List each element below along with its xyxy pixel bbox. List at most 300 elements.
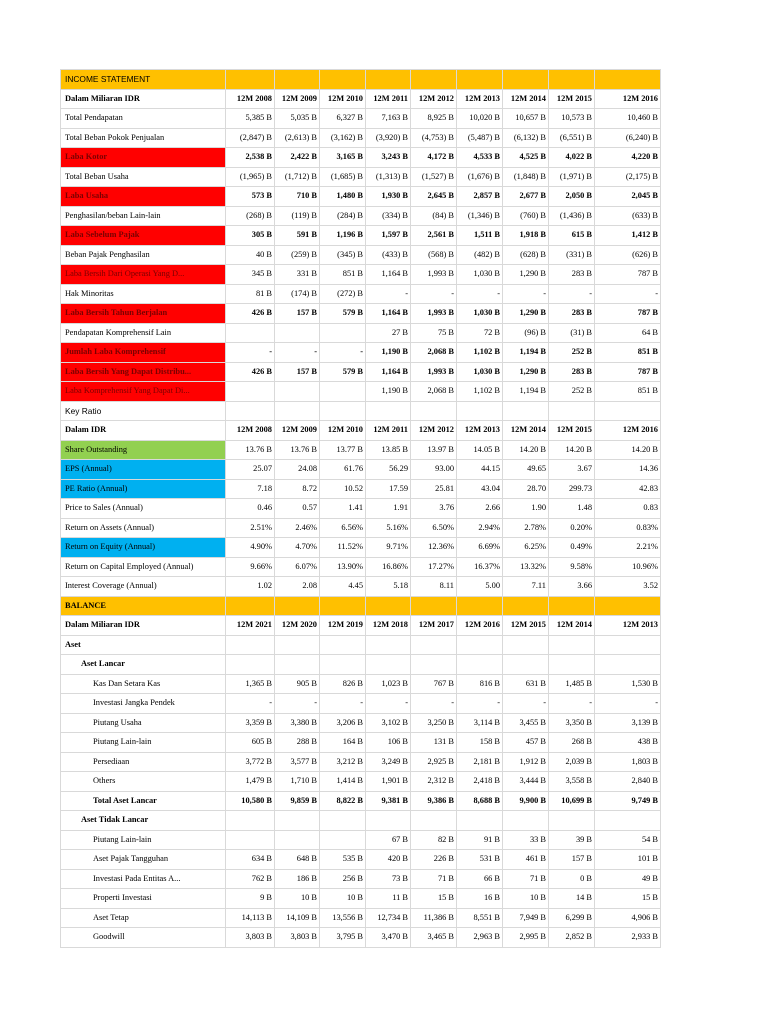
income-value-cell[interactable]: - <box>275 343 320 363</box>
ratio-row-label[interactable]: Return on Equity (Annual) <box>61 538 226 558</box>
balance-value-cell[interactable]: 3,470 B <box>366 928 411 948</box>
income-value-cell[interactable]: 2,068 B <box>411 343 457 363</box>
year-header-cell[interactable]: 12M 2009 <box>275 89 320 109</box>
ratio-value-cell[interactable]: 2.46% <box>275 518 320 538</box>
balance-value-cell[interactable]: 10 B <box>320 889 366 909</box>
balance-value-cell[interactable]: 8,551 B <box>457 908 503 928</box>
income-value-cell[interactable]: 10,573 B <box>549 109 595 129</box>
income-row-label[interactable]: Beban Pajak Penghasilan <box>61 245 226 265</box>
income-value-cell[interactable]: (1,346) B <box>457 206 503 226</box>
year-header-cell[interactable]: 12M 2010 <box>320 421 366 441</box>
income-value-cell[interactable]: (760) B <box>503 206 549 226</box>
balance-value-cell[interactable]: 67 B <box>366 830 411 850</box>
balance-value-cell[interactable]: 3,455 B <box>503 713 549 733</box>
income-row-label[interactable]: Laba Bersih Tahun Berjalan <box>61 304 226 324</box>
income-row-label[interactable]: Laba Bersih Yang Dapat Distribu... <box>61 362 226 382</box>
income-row-label[interactable]: Total Beban Pokok Penjualan <box>61 128 226 148</box>
income-value-cell[interactable]: (1,712) B <box>275 167 320 187</box>
balance-value-cell[interactable] <box>411 811 457 831</box>
income-value-cell[interactable]: 2,561 B <box>411 226 457 246</box>
year-header-cell[interactable]: 12M 2011 <box>366 421 411 441</box>
ratio-row-label[interactable]: Price to Sales (Annual) <box>61 499 226 519</box>
income-value-cell[interactable]: 5,035 B <box>275 109 320 129</box>
balance-value-cell[interactable]: 767 B <box>411 674 457 694</box>
balance-value-cell[interactable]: 2,181 B <box>457 752 503 772</box>
income-value-cell[interactable]: (259) B <box>275 245 320 265</box>
ratio-value-cell[interactable]: 14.20 B <box>595 440 661 460</box>
income-value-cell[interactable]: 252 B <box>549 382 595 402</box>
balance-value-cell[interactable]: 13,556 B <box>320 908 366 928</box>
balance-value-cell[interactable] <box>275 830 320 850</box>
income-value-cell[interactable]: 283 B <box>549 362 595 382</box>
income-value-cell[interactable]: (84) B <box>411 206 457 226</box>
ratio-value-cell[interactable]: 299.73 <box>549 479 595 499</box>
balance-value-cell[interactable]: 49 B <box>595 869 661 889</box>
income-value-cell[interactable]: 615 B <box>549 226 595 246</box>
ratio-value-cell[interactable]: 14.20 B <box>549 440 595 460</box>
ratio-value-cell[interactable]: 7.11 <box>503 577 549 597</box>
ratio-value-cell[interactable]: 1.90 <box>503 499 549 519</box>
year-header-cell[interactable]: 12M 2013 <box>457 421 503 441</box>
year-header-cell[interactable]: 12M 2016 <box>457 616 503 636</box>
income-row-label[interactable]: Hak Minoritas <box>61 284 226 304</box>
key-ratio-title[interactable]: Key Ratio <box>61 401 226 421</box>
income-value-cell[interactable]: 2,677 B <box>503 187 549 207</box>
income-value-cell[interactable]: (31) B <box>549 323 595 343</box>
balance-value-cell[interactable]: 816 B <box>457 674 503 694</box>
balance-value-cell[interactable]: 158 B <box>457 733 503 753</box>
ratio-value-cell[interactable]: 0.83 <box>595 499 661 519</box>
empty-cell[interactable] <box>595 401 661 421</box>
ratio-value-cell[interactable]: 4.90% <box>226 538 275 558</box>
balance-value-cell[interactable]: - <box>503 694 549 714</box>
balance-value-cell[interactable]: 9,859 B <box>275 791 320 811</box>
balance-value-cell[interactable]: 3,350 B <box>549 713 595 733</box>
ratio-value-cell[interactable]: 2.08 <box>275 577 320 597</box>
income-value-cell[interactable]: (3,920) B <box>366 128 411 148</box>
income-value-cell[interactable]: 75 B <box>411 323 457 343</box>
balance-value-cell[interactable] <box>595 655 661 675</box>
ratio-value-cell[interactable]: 56.29 <box>366 460 411 480</box>
income-value-cell[interactable]: 4,172 B <box>411 148 457 168</box>
ratio-value-cell[interactable]: 2.21% <box>595 538 661 558</box>
income-value-cell[interactable]: 1,190 B <box>366 382 411 402</box>
year-header-cell[interactable]: 12M 2012 <box>411 89 457 109</box>
balance-value-cell[interactable]: - <box>595 694 661 714</box>
empty-cell[interactable] <box>457 401 503 421</box>
ratio-value-cell[interactable]: 16.37% <box>457 557 503 577</box>
balance-value-cell[interactable] <box>226 830 275 850</box>
income-value-cell[interactable]: 2,645 B <box>411 187 457 207</box>
balance-value-cell[interactable]: 157 B <box>549 850 595 870</box>
ratio-row-label[interactable]: EPS (Annual) <box>61 460 226 480</box>
ratio-value-cell[interactable]: 13.85 B <box>366 440 411 460</box>
year-header-cell[interactable]: 12M 2020 <box>275 616 320 636</box>
balance-value-cell[interactable]: 8,822 B <box>320 791 366 811</box>
income-value-cell[interactable]: 7,163 B <box>366 109 411 129</box>
balance-value-cell[interactable]: 3,465 B <box>411 928 457 948</box>
income-value-cell[interactable]: 81 B <box>226 284 275 304</box>
income-value-cell[interactable] <box>320 323 366 343</box>
income-value-cell[interactable]: (1,848) B <box>503 167 549 187</box>
balance-value-cell[interactable]: 8,688 B <box>457 791 503 811</box>
balance-value-cell[interactable]: 648 B <box>275 850 320 870</box>
balance-value-cell[interactable]: 457 B <box>503 733 549 753</box>
ratio-value-cell[interactable]: 14.20 B <box>503 440 549 460</box>
balance-value-cell[interactable]: 3,380 B <box>275 713 320 733</box>
balance-value-cell[interactable] <box>275 635 320 655</box>
balance-value-cell[interactable]: 101 B <box>595 850 661 870</box>
balance-row-label[interactable]: Investasi Pada Entitas A... <box>61 869 226 889</box>
balance-row-label[interactable]: Kas Dan Setara Kas <box>61 674 226 694</box>
balance-value-cell[interactable] <box>275 655 320 675</box>
income-value-cell[interactable]: (96) B <box>503 323 549 343</box>
balance-title[interactable]: BALANCE <box>61 596 226 616</box>
ratio-value-cell[interactable]: 5.16% <box>366 518 411 538</box>
ratio-value-cell[interactable]: 25.07 <box>226 460 275 480</box>
ratio-value-cell[interactable]: 28.70 <box>503 479 549 499</box>
income-value-cell[interactable]: 6,327 B <box>320 109 366 129</box>
income-value-cell[interactable]: (1,527) B <box>411 167 457 187</box>
balance-value-cell[interactable]: 106 B <box>366 733 411 753</box>
year-header-cell[interactable]: 12M 2008 <box>226 89 275 109</box>
ratio-value-cell[interactable]: 93.00 <box>411 460 457 480</box>
ratio-value-cell[interactable]: 12.36% <box>411 538 457 558</box>
ratio-value-cell[interactable]: 1.02 <box>226 577 275 597</box>
income-value-cell[interactable]: 10,657 B <box>503 109 549 129</box>
empty-cell[interactable] <box>275 401 320 421</box>
empty-cell[interactable] <box>411 401 457 421</box>
balance-value-cell[interactable]: 10,699 B <box>549 791 595 811</box>
banner-cell[interactable] <box>275 596 320 616</box>
income-value-cell[interactable]: 3,243 B <box>366 148 411 168</box>
income-value-cell[interactable]: 1,164 B <box>366 265 411 285</box>
income-row-label[interactable]: Jumlah Laba Komprehensif <box>61 343 226 363</box>
balance-value-cell[interactable] <box>226 655 275 675</box>
balance-value-cell[interactable]: 14,113 B <box>226 908 275 928</box>
ratio-value-cell[interactable]: 9.71% <box>366 538 411 558</box>
income-value-cell[interactable]: (568) B <box>411 245 457 265</box>
income-value-cell[interactable]: 787 B <box>595 362 661 382</box>
income-value-cell[interactable]: 1,164 B <box>366 304 411 324</box>
balance-value-cell[interactable]: - <box>226 694 275 714</box>
balance-value-cell[interactable]: 438 B <box>595 733 661 753</box>
income-row-label[interactable]: Penghasilan/beban Lain-lain <box>61 206 226 226</box>
income-value-cell[interactable]: 2,422 B <box>275 148 320 168</box>
balance-value-cell[interactable]: 39 B <box>549 830 595 850</box>
income-value-cell[interactable]: 591 B <box>275 226 320 246</box>
year-header-cell[interactable]: 12M 2014 <box>503 421 549 441</box>
income-value-cell[interactable]: 283 B <box>549 304 595 324</box>
balance-value-cell[interactable]: 3,250 B <box>411 713 457 733</box>
banner-cell[interactable] <box>226 70 275 90</box>
balance-value-cell[interactable]: 15 B <box>595 889 661 909</box>
banner-cell[interactable] <box>457 70 503 90</box>
balance-value-cell[interactable]: 1,912 B <box>503 752 549 772</box>
income-value-cell[interactable]: 1,164 B <box>366 362 411 382</box>
balance-value-cell[interactable]: 3,139 B <box>595 713 661 733</box>
banner-cell[interactable] <box>320 70 366 90</box>
income-row-label[interactable]: Laba Kotor <box>61 148 226 168</box>
income-value-cell[interactable]: 283 B <box>549 265 595 285</box>
ratio-value-cell[interactable]: 8.72 <box>275 479 320 499</box>
balance-row-label[interactable]: Piutang Usaha <box>61 713 226 733</box>
balance-value-cell[interactable]: 1,803 B <box>595 752 661 772</box>
balance-value-cell[interactable] <box>503 635 549 655</box>
balance-value-cell[interactable]: - <box>457 694 503 714</box>
income-value-cell[interactable]: 1,993 B <box>411 362 457 382</box>
income-value-cell[interactable]: 157 B <box>275 304 320 324</box>
balance-row-label[interactable]: Investasi Jangka Pendek <box>61 694 226 714</box>
ratio-value-cell[interactable]: 25.81 <box>411 479 457 499</box>
balance-value-cell[interactable]: 3,102 B <box>366 713 411 733</box>
income-value-cell[interactable]: (1,965) B <box>226 167 275 187</box>
income-value-cell[interactable]: (633) B <box>595 206 661 226</box>
income-value-cell[interactable]: (6,240) B <box>595 128 661 148</box>
income-value-cell[interactable]: 1,511 B <box>457 226 503 246</box>
ratio-value-cell[interactable]: 6.50% <box>411 518 457 538</box>
income-value-cell[interactable]: 579 B <box>320 362 366 382</box>
balance-value-cell[interactable]: 164 B <box>320 733 366 753</box>
income-row-label[interactable]: Laba Sebelum Pajak <box>61 226 226 246</box>
income-row-label[interactable]: Laba Komprehensif Yang Dapat Di... <box>61 382 226 402</box>
income-value-cell[interactable]: (174) B <box>275 284 320 304</box>
balance-value-cell[interactable]: 3,444 B <box>503 772 549 792</box>
year-header-cell[interactable]: 12M 2016 <box>595 421 661 441</box>
balance-value-cell[interactable] <box>366 655 411 675</box>
balance-value-cell[interactable]: 605 B <box>226 733 275 753</box>
balance-value-cell[interactable]: 9 B <box>226 889 275 909</box>
balance-value-cell[interactable]: 3,206 B <box>320 713 366 733</box>
income-value-cell[interactable]: (284) B <box>320 206 366 226</box>
balance-value-cell[interactable]: 1,530 B <box>595 674 661 694</box>
income-value-cell[interactable]: (6,551) B <box>549 128 595 148</box>
balance-value-cell[interactable]: 3,359 B <box>226 713 275 733</box>
balance-row-label[interactable]: Others <box>61 772 226 792</box>
banner-cell[interactable] <box>411 70 457 90</box>
ratio-row-label[interactable]: Return on Capital Employed (Annual) <box>61 557 226 577</box>
banner-cell[interactable] <box>366 70 411 90</box>
ratio-value-cell[interactable]: 13.32% <box>503 557 549 577</box>
income-value-cell[interactable]: 64 B <box>595 323 661 343</box>
banner-cell[interactable] <box>411 596 457 616</box>
ratio-row-label[interactable]: Interest Coverage (Annual) <box>61 577 226 597</box>
ratio-row-label[interactable]: PE Ratio (Annual) <box>61 479 226 499</box>
income-value-cell[interactable]: (626) B <box>595 245 661 265</box>
balance-value-cell[interactable]: 535 B <box>320 850 366 870</box>
year-header-cell[interactable]: 12M 2019 <box>320 616 366 636</box>
balance-value-cell[interactable]: 2,039 B <box>549 752 595 772</box>
income-value-cell[interactable]: (433) B <box>366 245 411 265</box>
income-value-cell[interactable]: (1,676) B <box>457 167 503 187</box>
income-value-cell[interactable]: (5,487) B <box>457 128 503 148</box>
balance-value-cell[interactable] <box>320 830 366 850</box>
balance-value-cell[interactable] <box>457 655 503 675</box>
balance-value-cell[interactable]: 226 B <box>411 850 457 870</box>
balance-value-cell[interactable]: 2,312 B <box>411 772 457 792</box>
ratio-value-cell[interactable]: 3.52 <box>595 577 661 597</box>
balance-value-cell[interactable]: 1,710 B <box>275 772 320 792</box>
income-value-cell[interactable]: 1,196 B <box>320 226 366 246</box>
income-value-cell[interactable] <box>226 323 275 343</box>
income-value-cell[interactable]: 10,020 B <box>457 109 503 129</box>
income-value-cell[interactable]: - <box>549 284 595 304</box>
balance-value-cell[interactable]: 3,577 B <box>275 752 320 772</box>
income-value-cell[interactable]: 4,220 B <box>595 148 661 168</box>
banner-cell[interactable] <box>595 70 661 90</box>
balance-value-cell[interactable]: 71 B <box>503 869 549 889</box>
income-value-cell[interactable]: 8,925 B <box>411 109 457 129</box>
balance-value-cell[interactable] <box>320 655 366 675</box>
income-value-cell[interactable]: (334) B <box>366 206 411 226</box>
income-value-cell[interactable]: 345 B <box>226 265 275 285</box>
income-value-cell[interactable]: 4,525 B <box>503 148 549 168</box>
balance-value-cell[interactable]: 15 B <box>411 889 457 909</box>
income-value-cell[interactable]: 305 B <box>226 226 275 246</box>
income-value-cell[interactable]: 40 B <box>226 245 275 265</box>
income-value-cell[interactable]: 1,030 B <box>457 362 503 382</box>
banner-cell[interactable] <box>549 596 595 616</box>
balance-value-cell[interactable]: 762 B <box>226 869 275 889</box>
balance-value-cell[interactable] <box>411 635 457 655</box>
income-value-cell[interactable]: 2,068 B <box>411 382 457 402</box>
balance-row-label[interactable]: Piutang Lain-lain <box>61 830 226 850</box>
income-value-cell[interactable]: 573 B <box>226 187 275 207</box>
year-header-cell[interactable]: 12M 2013 <box>457 89 503 109</box>
balance-value-cell[interactable] <box>549 655 595 675</box>
balance-value-cell[interactable]: 10 B <box>503 889 549 909</box>
income-value-cell[interactable]: 1,918 B <box>503 226 549 246</box>
balance-value-cell[interactable]: - <box>275 694 320 714</box>
income-value-cell[interactable]: - <box>366 284 411 304</box>
income-value-cell[interactable]: 72 B <box>457 323 503 343</box>
balance-value-cell[interactable]: 7,949 B <box>503 908 549 928</box>
empty-cell[interactable] <box>503 401 549 421</box>
balance-value-cell[interactable]: 256 B <box>320 869 366 889</box>
balance-value-cell[interactable] <box>275 811 320 831</box>
ratio-value-cell[interactable]: 6.69% <box>457 538 503 558</box>
income-value-cell[interactable]: 1,290 B <box>503 265 549 285</box>
income-value-cell[interactable]: 4,533 B <box>457 148 503 168</box>
balance-value-cell[interactable]: 0 B <box>549 869 595 889</box>
income-value-cell[interactable]: 1,102 B <box>457 382 503 402</box>
income-value-cell[interactable]: (268) B <box>226 206 275 226</box>
year-header-cell[interactable]: 12M 2008 <box>226 421 275 441</box>
ratio-value-cell[interactable]: 16.86% <box>366 557 411 577</box>
balance-value-cell[interactable]: 420 B <box>366 850 411 870</box>
ratio-value-cell[interactable]: 1.91 <box>366 499 411 519</box>
balance-value-cell[interactable]: 10,580 B <box>226 791 275 811</box>
balance-value-cell[interactable]: 3,114 B <box>457 713 503 733</box>
banner-cell[interactable] <box>226 596 275 616</box>
ratio-unit-title[interactable]: Dalam IDR <box>61 421 226 441</box>
balance-value-cell[interactable]: 3,803 B <box>275 928 320 948</box>
income-value-cell[interactable]: 1,930 B <box>366 187 411 207</box>
year-header-cell[interactable]: 12M 2017 <box>411 616 457 636</box>
income-value-cell[interactable]: 1,190 B <box>366 343 411 363</box>
ratio-value-cell[interactable]: 61.76 <box>320 460 366 480</box>
income-value-cell[interactable]: 851 B <box>595 343 661 363</box>
income-row-label[interactable]: Laba Bersih Dari Operasi Yang D... <box>61 265 226 285</box>
banner-cell[interactable] <box>275 70 320 90</box>
balance-value-cell[interactable]: 11,386 B <box>411 908 457 928</box>
income-value-cell[interactable]: (119) B <box>275 206 320 226</box>
income-value-cell[interactable]: 331 B <box>275 265 320 285</box>
ratio-value-cell[interactable]: 2.51% <box>226 518 275 538</box>
ratio-value-cell[interactable]: 3.66 <box>549 577 595 597</box>
balance-value-cell[interactable]: 2,852 B <box>549 928 595 948</box>
balance-value-cell[interactable] <box>595 635 661 655</box>
ratio-value-cell[interactable]: 0.57 <box>275 499 320 519</box>
ratio-value-cell[interactable]: 13.77 B <box>320 440 366 460</box>
balance-value-cell[interactable]: 288 B <box>275 733 320 753</box>
balance-value-cell[interactable]: 1,901 B <box>366 772 411 792</box>
balance-value-cell[interactable] <box>457 811 503 831</box>
income-value-cell[interactable]: 1,030 B <box>457 304 503 324</box>
balance-value-cell[interactable] <box>411 655 457 675</box>
balance-value-cell[interactable]: 2,840 B <box>595 772 661 792</box>
balance-value-cell[interactable]: 631 B <box>503 674 549 694</box>
income-value-cell[interactable]: (272) B <box>320 284 366 304</box>
income-value-cell[interactable]: 426 B <box>226 304 275 324</box>
ratio-value-cell[interactable]: 6.07% <box>275 557 320 577</box>
ratio-value-cell[interactable]: 10.96% <box>595 557 661 577</box>
balance-value-cell[interactable]: 634 B <box>226 850 275 870</box>
income-value-cell[interactable]: 1,597 B <box>366 226 411 246</box>
balance-value-cell[interactable]: 131 B <box>411 733 457 753</box>
balance-value-cell[interactable]: 2,925 B <box>411 752 457 772</box>
balance-row-label[interactable]: Aset <box>61 635 226 655</box>
balance-value-cell[interactable]: 3,558 B <box>549 772 595 792</box>
ratio-value-cell[interactable]: 0.46 <box>226 499 275 519</box>
income-value-cell[interactable]: 1,290 B <box>503 362 549 382</box>
ratio-value-cell[interactable]: 0.20% <box>549 518 595 538</box>
income-value-cell[interactable]: 2,538 B <box>226 148 275 168</box>
balance-value-cell[interactable] <box>503 811 549 831</box>
income-value-cell[interactable]: 252 B <box>549 343 595 363</box>
income-value-cell[interactable]: 1,412 B <box>595 226 661 246</box>
income-value-cell[interactable]: 3,165 B <box>320 148 366 168</box>
income-value-cell[interactable]: 787 B <box>595 265 661 285</box>
balance-value-cell[interactable] <box>457 635 503 655</box>
year-header-cell[interactable]: 12M 2015 <box>503 616 549 636</box>
income-value-cell[interactable]: (1,685) B <box>320 167 366 187</box>
income-value-cell[interactable]: (628) B <box>503 245 549 265</box>
year-header-cell[interactable]: 12M 2009 <box>275 421 320 441</box>
ratio-value-cell[interactable]: 2.78% <box>503 518 549 538</box>
balance-value-cell[interactable]: - <box>549 694 595 714</box>
year-header-cell[interactable]: 12M 2015 <box>549 421 595 441</box>
balance-row-label[interactable]: Aset Lancar <box>61 655 226 675</box>
ratio-value-cell[interactable]: 2.66 <box>457 499 503 519</box>
ratio-value-cell[interactable]: 0.49% <box>549 538 595 558</box>
income-value-cell[interactable]: (2,175) B <box>595 167 661 187</box>
ratio-value-cell[interactable]: 9.58% <box>549 557 595 577</box>
ratio-value-cell[interactable]: 44.15 <box>457 460 503 480</box>
year-header-cell[interactable]: 12M 2018 <box>366 616 411 636</box>
income-value-cell[interactable]: 4,022 B <box>549 148 595 168</box>
ratio-value-cell[interactable]: 1.48 <box>549 499 595 519</box>
income-value-cell[interactable]: - <box>503 284 549 304</box>
income-value-cell[interactable]: 2,045 B <box>595 187 661 207</box>
empty-cell[interactable] <box>549 401 595 421</box>
income-value-cell[interactable]: 1,194 B <box>503 343 549 363</box>
ratio-row-label[interactable]: Share Outstanding <box>61 440 226 460</box>
balance-value-cell[interactable]: 82 B <box>411 830 457 850</box>
income-value-cell[interactable]: 1,030 B <box>457 265 503 285</box>
ratio-value-cell[interactable]: 13.90% <box>320 557 366 577</box>
income-value-cell[interactable]: 1,194 B <box>503 382 549 402</box>
